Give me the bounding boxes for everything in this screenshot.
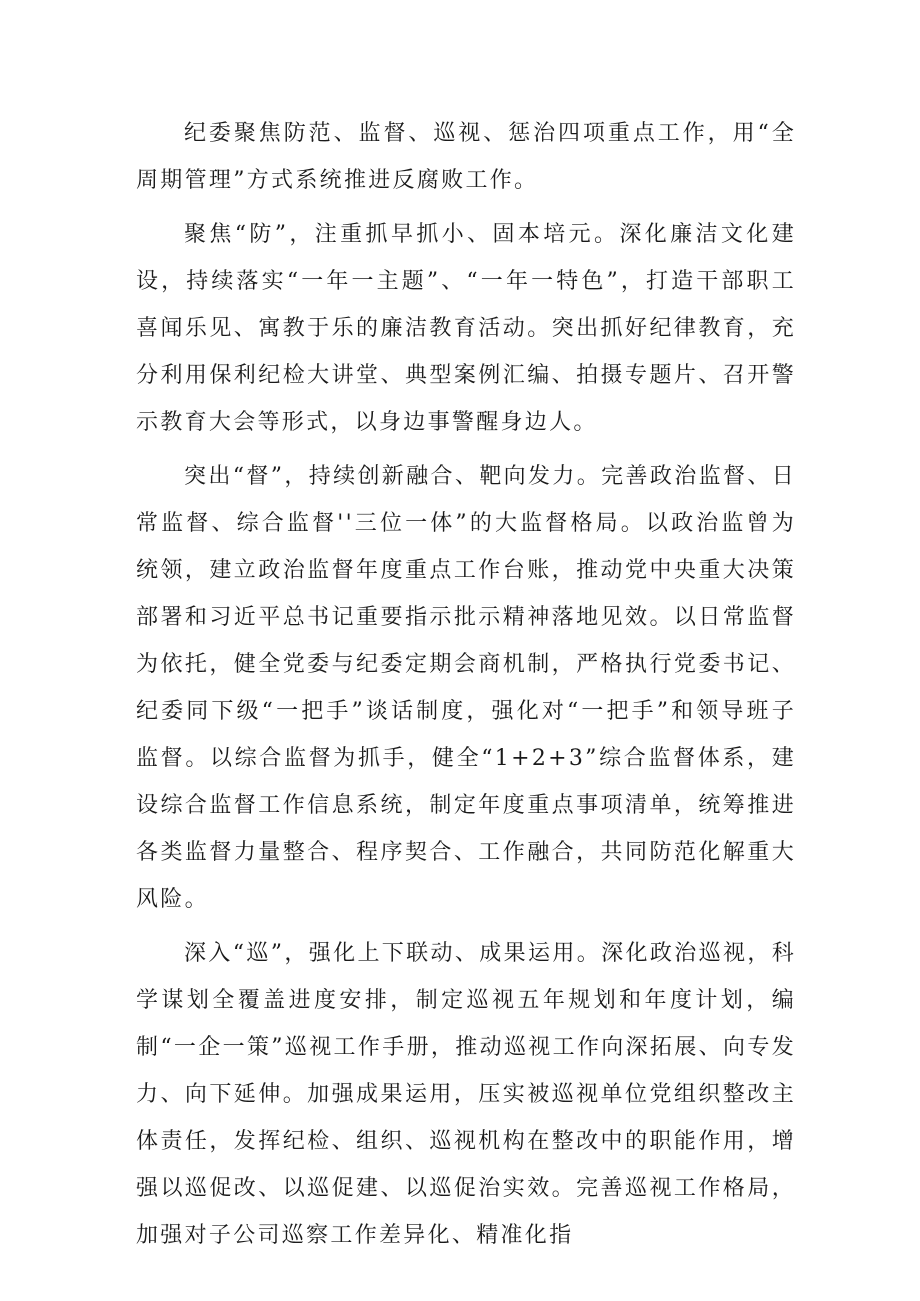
- document-body: [136, 110, 796, 1266]
- paragraph-inspection: 深入“巡”，强化上下联动、成果运用。深化政治巡视，科学谋划全覆盖进度安排，制定巡视五年规划和年度计划，编制“一企一策”巡视工作手册，推动巡视工作向深拓展、向专发力、向下延伸。加强成果运用，压实被巡视单位党组织整改主体责任，发挥纪检、组织、巡视机构在整改中的职能作用，增强以巡促改、以巡促建、以巡促治实效。完善巡视工作格局，加强对子公司巡察工作差异化、精准化指: [136, 941, 796, 1248]
- paragraph-prevention: 聚焦“防”，注重抓早抓小、固本培元。深化廉洁文化建设，持续落实“一年一主题”、“一年一特色”，打造干部职工喜闻乐见、寓教于乐的廉洁教育活动。突出抓好纪律教育，充分利用保利纪检大讲堂、典型案例汇编、拍摄专题片、召开警示教育大会等形式，以身边事警醒身边人。: [136, 222, 796, 435]
- paragraph-intro: 纪委聚焦防范、监督、巡视、惩治四项重点工作，用“全周期管理”方式系统推进反腐败工作。: [136, 121, 796, 193]
- paragraph-supervision: 突出“督”，持续创新融合、靶向发力。完善政治监督、日常监督、综合监督''三位一体”的大监督格局。以政治监曾为统领，建立政治监督年度重点工作台账，推动党中央重大决策部署和习近平总书记重要指示批示精神落地见效。以日常监督为依托，健全党委与纪委定期会商机制，严格执行党委书记、纪委同下级“一把手”谈话制度，强化对“一把手”和领导班子监督。以综合监督为抓手，健全“1+2+3”综合监督体系，建设综合监督工作信息系统，制定年度重点事项清单，统筹推进各类监督力量整合、程序契合、工作融合，共同防范化解重大风险。: [136, 464, 796, 912]
